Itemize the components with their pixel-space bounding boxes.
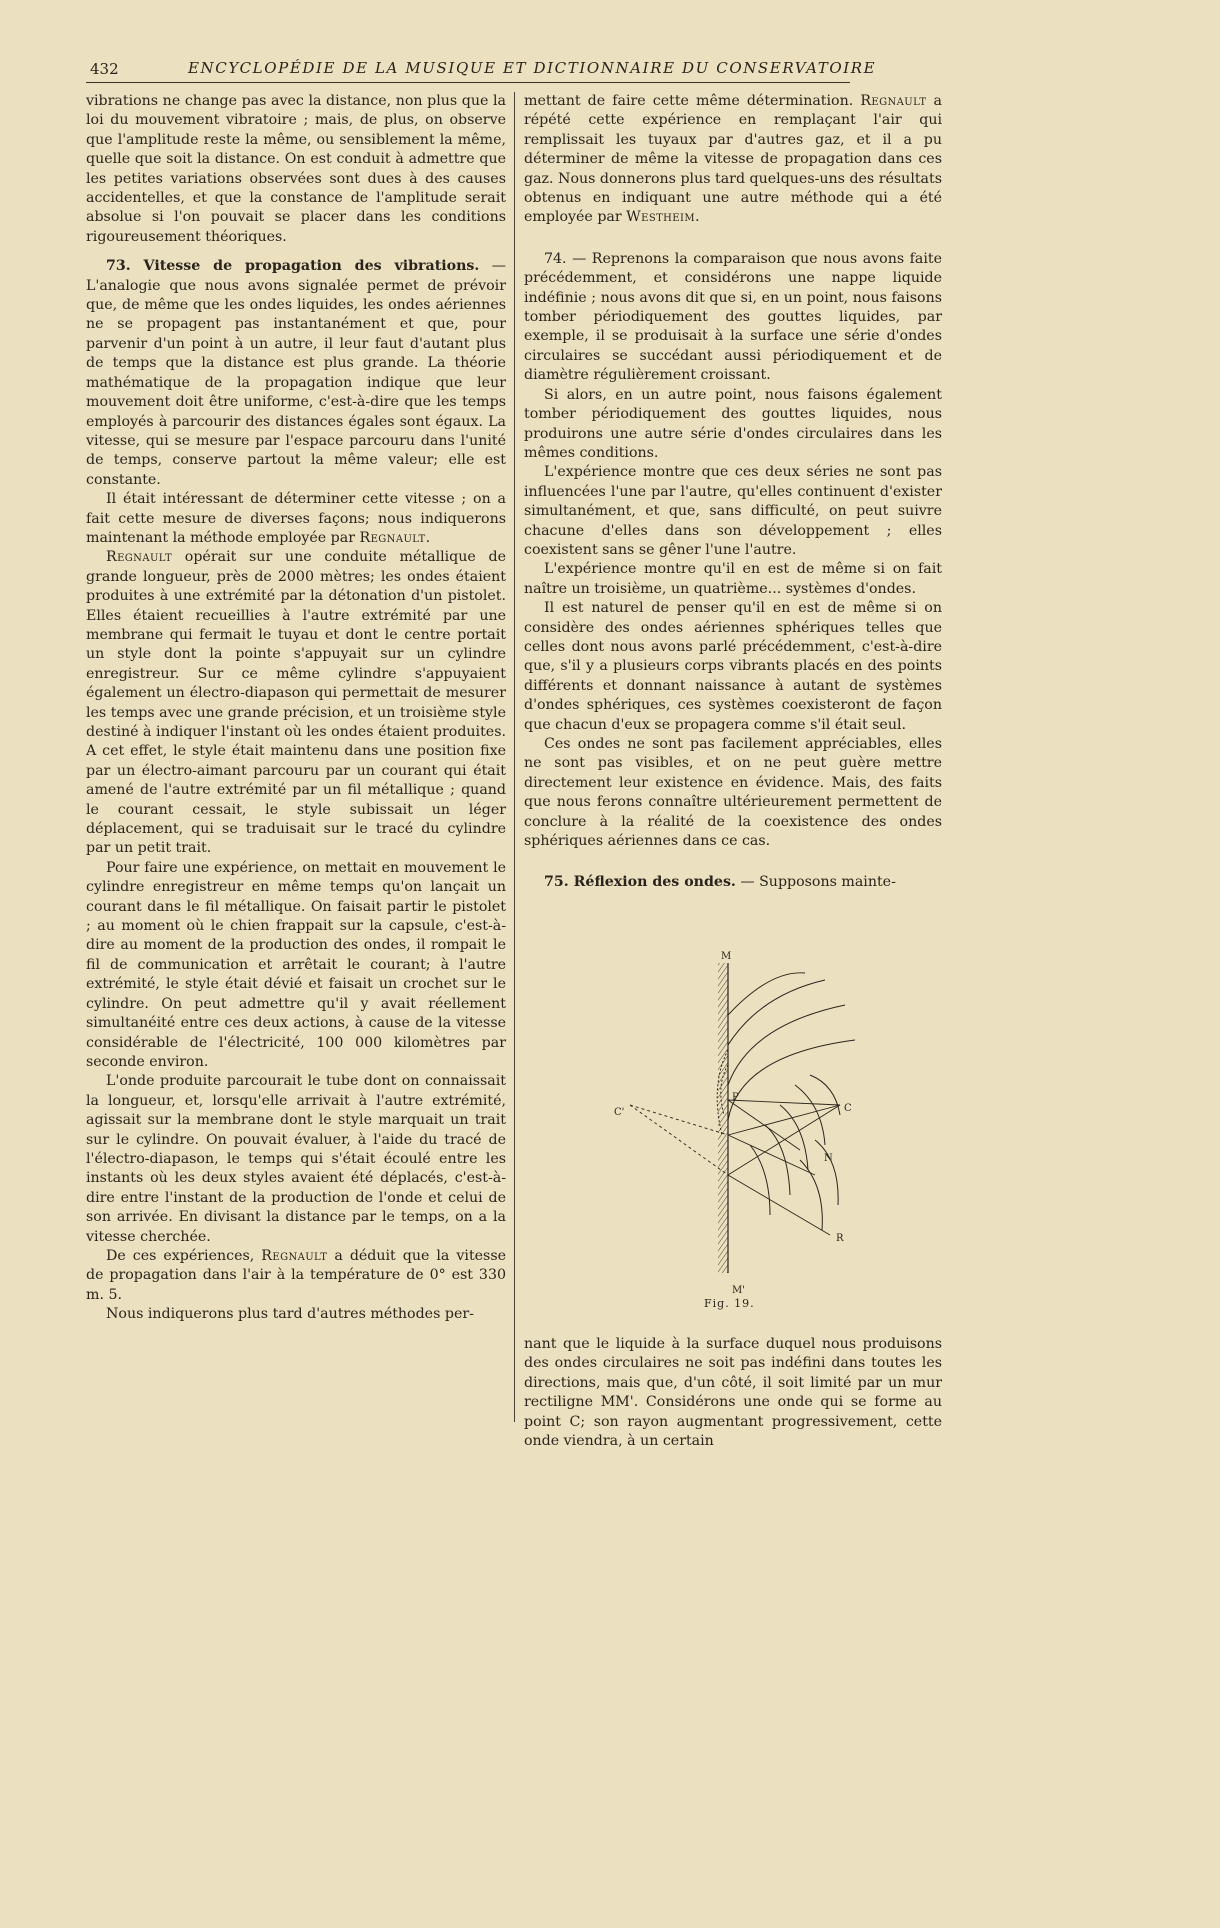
label-r: R: [836, 1233, 844, 1244]
text-span: a déduit que la vitesse de propagation dans l'air à la température de 0° est 330 m. 5.: [86, 1247, 506, 1303]
running-title: ENCYCLOPÉDIE DE LA MUSIQUE ET DICTIONNAIRE DU CONSERVATOIRE: [188, 59, 877, 77]
paragraph: nant que le liquide à la surface duquel nous produisons des ondes circulaires ne soit pas indéfini dans toutes les directions, mais que, d'un côté, il soit limité par un mur rectiligne MM'. Considérons une onde qui se forme au point C; son rayon augmentant progressivement, cette onde viendra, à un certain: [524, 1336, 942, 1450]
label-c-prime: C': [614, 1107, 625, 1118]
section-75: [524, 873, 942, 892]
author-name: Westheim: [626, 209, 695, 226]
right-column-continued: [524, 1335, 942, 1451]
wave-reflection-diagram: [600, 945, 870, 1295]
right-column: [524, 92, 942, 893]
paragraph: Ces ondes ne sont pas facilement appréciables, elles ne sont pas visibles, et on ne peut guère mettre directement leur existence en évidence. Mais, des faits que nous ferons connaître ultérieurement permettent de conclure à la réalité de la coexistence des ondes sphériques aériennes dans ce cas.: [524, 736, 942, 850]
paragraph: Pour faire une expérience, on mettait en mouvement le cylindre enregistreur en même temps qu'on lançait un courant dans le fil métallique. On faisait partir le pistolet ; au moment où le chien frappait sur la capsule, c'est-à-dire au moment de la production des ondes, il rompait le fil de communication et arrêtait le courant; à l'autre extrémité, le style était dévié et faisait un crochet sur le cylindre. On peut admettre qu'il y avait réellement simultanéité entre ces deux actions, à cause de la vitesse considérable de l'électricité, 100 000 kilomètres par seconde environ.: [86, 859, 506, 1070]
paragraph: Nous indiquerons plus tard d'autres méthodes per-: [106, 1306, 474, 1323]
section-heading: 75. Réflexion des ondes.: [544, 874, 736, 891]
text-span: mettant de faire cette même détermination.: [524, 93, 861, 109]
label-n: N: [824, 1153, 833, 1164]
paragraph: L'expérience montre qu'il en est de même si on fait naître un troisième, un quatrième... systèmes d'ondes.: [524, 561, 942, 597]
section-73: [86, 257, 506, 490]
paragraph: [86, 1247, 506, 1305]
page-number: 432: [90, 60, 119, 78]
paragraph: [86, 548, 506, 859]
paragraph: Il est naturel de penser qu'il en est de même si on considère des ondes aériennes sphériques telles que celles dont nous avons parlé précédemment, c'est-à-dire que, s'il y a plusieurs corps vibrants placés en des points différents et donnant naissance à autant de systèmes d'ondes sphériques, ces systèmes coexisteront de façon que chacun d'eux se propagera comme s'il était seul.: [524, 600, 942, 733]
section-text: — L'analogie que nous avons signalée permet de prévoir que, de même que les ondes liquides, les ondes aériennes ne se propagent pas instantanément et que, pour parvenir d'un point à un autre, il leur faut d'autant plus de temps que la distance est plus grande. La théorie mathématique de la propagation indique que leur mouvement doit être uniforme, c'est-à-dire que les temps employés à parcourir des distances égales sont égaux. La vitesse, qui se mesure par l'espace parcouru dans l'unité de temps, conserve partout la même valeur; elle est constante.: [86, 258, 506, 488]
text-span: De ces expériences,: [106, 1247, 262, 1264]
text-span: opérait sur une conduite métallique de grande longueur, près de 2000 mètres; les ondes étaient produites à une extrémité par la détonation d'un pistolet. Elles étaient recueillies à l'autre extrémité par une membrane qui fermait le tuyau et dont le centre portait un style dont la pointe s'appuyait sur un cylindre enregistreur. Sur ce même cylindre s'appuyaient également un électro-diapason qui permettait de mesurer les temps avec une grande précision, et un troisième style destiné à indiquer l'instant où les ondes étaient produites. A cet effet, le style était maintenu dans une position fixe par un électro-aimant parcouru par un courant qui était amené de l'autre extrémité par un fil métallique ; quand le courant cessait, le style subissait un léger déplacement, qui se traduisait sur le tracé du cylindre par un petit trait.: [86, 549, 506, 857]
section-text: — Supposons mainte-: [735, 874, 896, 891]
left-column: [86, 92, 506, 1325]
label-m-prime: M': [732, 1285, 745, 1295]
wall-hatching: [718, 963, 728, 1273]
figure-caption: Fig. 19.: [704, 1297, 755, 1310]
author-name: Regnault: [106, 549, 173, 566]
label-m: M: [721, 951, 732, 962]
paragraph: L'onde produite parcourait le tube dont on connaissait la longueur, et, lorsqu'elle arrivait à l'autre extrémité, agissait sur la membrane dont le style marquait un trait sur le cylindre. On pouvait évaluer, à l'aide du tracé de l'électro-diapason, le temps qui s'était écoulé entre les instants où les deux styles avaient été déplacés, c'est-à-dire entre l'instant de la production de l'onde et celui de son arrivée. En divisant la distance par le temps, on a la vitesse cherchée.: [86, 1073, 506, 1245]
column-divider: [514, 92, 515, 1422]
label-p: P: [732, 1092, 739, 1103]
figure-19: [600, 945, 870, 1325]
paragraph: vibrations ne change pas avec la distance, non plus que la loi du mouvement vibratoire ; mais, de plus, on observe que l'amplitude reste la même, ou sensiblement la même, quelle que soit la distance. On est conduit à admettre que les petites variations observées sont dues à des causes accidentelles, et que la constance de l'amplitude serait absolue si l'on pouvait se placer dans les conditions rigoureusement théoriques.: [86, 93, 506, 245]
author-name: Regnault: [860, 93, 927, 109]
paragraph: [86, 490, 506, 548]
section-heading: 73. Vitesse de propagation des vibrations.: [106, 258, 480, 275]
text-span: .: [695, 209, 700, 226]
text-span: a répété cette expérience en remplaçant l'air qui remplissait les tuyaux par d'autres gaz, et il a pu déterminer de même la vitesse de propagation dans ces gaz. Nous donnerons plus tard quelques-uns des résultats obtenus en indiquant une autre méthode qui a été employée par: [524, 93, 942, 226]
paragraph: Si alors, en un autre point, nous faisons également tomber périodiquement des gouttes liquides, nous produirons une autre série d'ondes circulaires dans les mêmes conditions.: [524, 386, 942, 461]
text-span: Il était intéressant de déterminer cette vitesse ; on a fait cette mesure de diverses façons; nous indiquerons maintenant la méthode employée par: [86, 491, 506, 546]
text-span: .: [425, 529, 431, 546]
page-header: [86, 58, 877, 83]
rays: [630, 1100, 840, 1235]
author-name: Regnault: [359, 529, 426, 546]
section-74: 74. — Reprenons la comparaison que nous avons faite précédemment, et considérons une nappe liquide indéfinie ; nous avons dit que si, en un point, nous faisons tomber périodiquement des gouttes liquides, par exemple, il se produisait à la surface une série d'ondes circulaires se succédant aussi périodiquement et de diamètre régulièrement croissant.: [524, 250, 942, 384]
author-name: Regnault: [261, 1247, 328, 1264]
label-c: C: [844, 1103, 852, 1114]
paragraph: L'expérience montre que ces deux séries ne sont pas influencées l'une par l'autre, qu'elles continuent d'exister simultanément, et que, sans difficulté, on peut suivre chacune d'elles dans son développement ; elles coexistent sans se gêner l'une l'autre.: [524, 464, 942, 558]
paragraph: [524, 92, 942, 228]
